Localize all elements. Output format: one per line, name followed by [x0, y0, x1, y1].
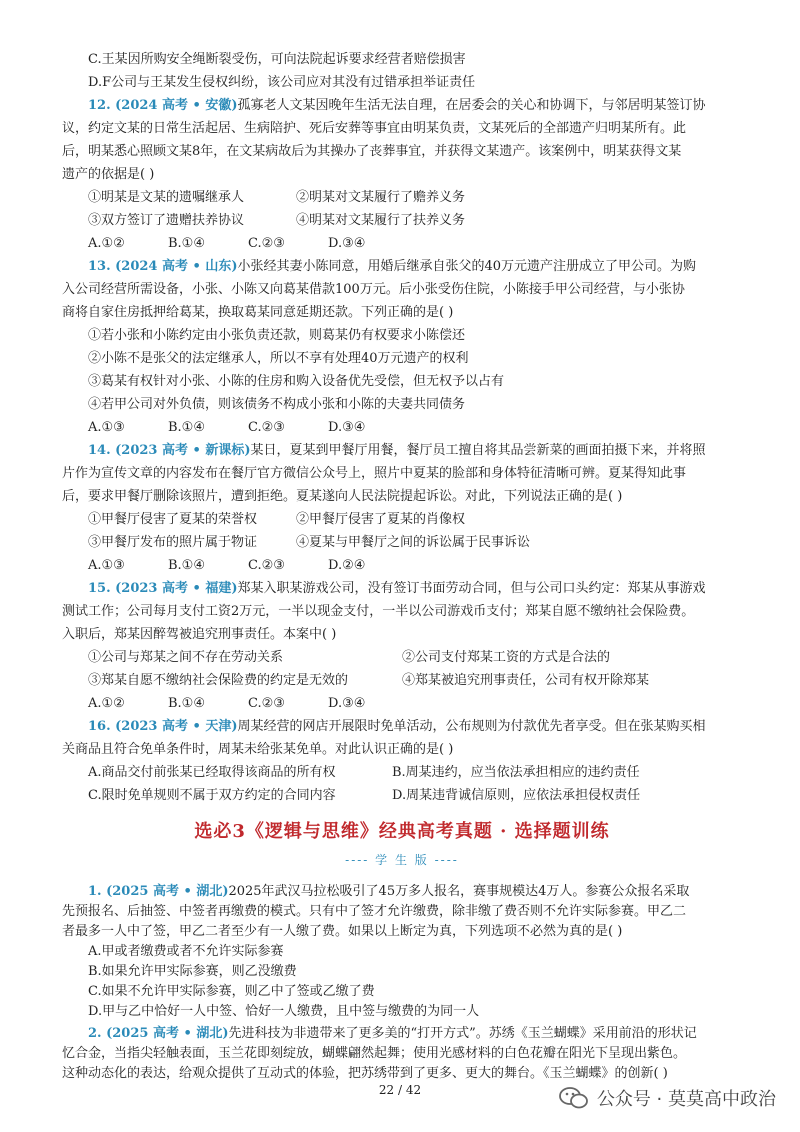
q13-stem-line-3: 商将自家住房抵押给葛某，换取葛某同意延期还款。下列正确的是( )	[62, 305, 454, 320]
q13-choices: A.①③ B.①④ C.②③ D.③④	[88, 420, 366, 435]
q13-stem-line-1: 13. (2024 高考 • 山东)小张经其妻小陈同意，用婚后继承自张父的40万元遗产注册成立了甲公司。为购	[88, 259, 697, 274]
q14-stem-line-2: 片作为宣传文章的内容发布在餐厅官方微信公众号上，照片中夏某的脸部和身体特征清晰可辨。夏某得知此事	[62, 466, 687, 481]
s1-source-tag: 1. (2025 高考 • 湖北)	[88, 884, 229, 899]
q11-option-d: D.F公司与王某发生侵权纠纷，该公司应对其没有过错承担举证责任	[88, 75, 476, 90]
q12-source-tag: 12. (2024 高考 • 安徽)	[88, 98, 238, 113]
page-number: 22 / 42	[378, 1083, 422, 1097]
section-subtitle: ---- 学 生 版 ----	[345, 853, 459, 867]
q14-choices: A.①③ B.①④ C.②③ D.②④	[88, 558, 366, 573]
q15-source-tag: 15. (2023 高考 • 福建)	[88, 581, 238, 596]
watermark	[559, 1085, 776, 1111]
s2-source-tag: 2. (2025 高考 • 湖北)	[88, 1026, 229, 1041]
q14-items-row-1: ①甲餐厅侵害了夏某的荣誉权 ②甲餐厅侵害了夏某的肖像权	[88, 512, 466, 527]
s2-stem-line-1: 2. (2025 高考 • 湖北)先进科技为非遗带来了更多美的“打开方式”。苏绣《玉兰蝴蝶》采用前沿的形状记	[88, 1026, 697, 1041]
wechat-icon	[559, 1086, 589, 1110]
q16-source-tag: 16. (2023 高考 • 天津)	[88, 719, 238, 734]
q16-options-row-1: A.商品交付前张某已经取得该商品的所有权 B.周某违约，应当依法承担相应的违约责任	[88, 765, 640, 780]
q13-stem-line-2: 入公司经营所需设备，小张、小陈又向葛某借款100万元。后小张受伤住院，小陈接手甲公司经营，与小张协	[62, 282, 685, 297]
section-title: 选必3《逻辑与思维》经典高考真题 · 选择题训练	[194, 821, 610, 842]
s1-option-b: B.如果允许甲实际参赛，则乙没缴费	[88, 964, 297, 979]
s1-stem-line-2: 先预报名、后抽签、中签者再缴费的模式。只有中了签才允许缴费，除非缴了费否则不允许实际参赛。甲乙二	[62, 904, 687, 919]
q13-source-tag: 13. (2024 高考 • 山东)	[88, 259, 238, 274]
q15-stem-line-2: 测试工作；公司每月支付工资2万元，一半以现金支付，一半以公司游戏币支付；郑某自愿不缴纳社会保险费。	[62, 604, 695, 619]
s2-stem-line-3: 这种动态化的表达，给观众提供了互动式的体验，把苏绣带到了更多、更大的舞台。《玉兰蝴蝶》的创新( )	[62, 1066, 668, 1081]
s1-option-a: A.甲或者缴费或者不允许实际参赛	[88, 944, 284, 959]
q15-stem-line-3: 入职后，郑某因醉驾被追究刑事责任。本案中( )	[62, 627, 337, 642]
q16-stem-line-2: 关商品且符合免单条件时，周某未给张某免单。对此认识正确的是( )	[62, 742, 454, 757]
q12-items-row-2: ③双方签订了遗赠扶养协议 ④明某对文某履行了扶养义务	[88, 213, 466, 228]
q13-item-1: ①若小张和小陈约定由小张负责还款，则葛某仍有权要求小陈偿还	[88, 328, 466, 343]
s1-stem-line-1: 1. (2025 高考 • 湖北)2025年武汉马拉松吸引了45万多人报名，赛事规模达4万人。参赛公众报名采取	[88, 884, 690, 899]
q16-options-row-2: C.限时免单规则不属于双方约定的合同内容 D.周某违背诚信原则，应依法承担侵权责任	[88, 788, 641, 803]
q16-stem-line-1: 16. (2023 高考 • 天津)周某经营的网店开展限时免单活动，公布规则为付款优先者享受。但在张某购买相	[88, 719, 706, 734]
q15-items-row-2: ③郑某自愿不缴纳社会保险费的约定是无效的 ④郑某被追究刑事责任，公司有权开除郑某	[88, 673, 650, 688]
q12-stem-line-1: 12. (2024 高考 • 安徽)孤寡老人文某因晚年生活无法自理，在居委会的关心和协调下，与邻居明某签订协	[88, 98, 706, 113]
q13-item-4: ④若甲公司对外负债，则该债务不构成小张和小陈的夫妻共同债务	[88, 397, 466, 412]
q14-items-row-2: ③甲餐厅发布的照片属于物证 ④夏某与甲餐厅之间的诉讼属于民事诉讼	[88, 535, 531, 550]
q14-source-tag: 14. (2023 高考 • 新课标)	[88, 443, 251, 458]
s2-stem-line-2: 忆合金，当指尖轻触表面，玉兰花即刻绽放，蝴蝶翩然起舞；使用光感材料的白色花瓣在阳光下呈现出紫色。	[62, 1046, 687, 1061]
q14-stem-line-3: 后，要求甲餐厅删除该照片，遭到拒绝。夏某遂向人民法院提起诉讼。对此，下列说法正确的是( )	[62, 489, 623, 504]
q11-option-c: C.王某因所购安全绳断裂受伤，可向法院起诉要求经营者赔偿损害	[88, 52, 466, 67]
q15-choices: A.①② B.①④ C.②③ D.③④	[88, 696, 366, 711]
q13-item-2: ②小陈不是张父的法定继承人，所以不享有处理40万元遗产的权利	[88, 351, 469, 366]
q13-item-3: ③葛某有权针对小张、小陈的住房和购入设备优先受偿，但无权予以占有	[88, 374, 505, 389]
s1-stem-line-3: 者最多一人中了签，甲乙二者至少有一人缴了费。如果以上断定为真，下列选项不必然为真的是( )	[62, 924, 623, 939]
q15-items-row-1: ①公司与郑某之间不存在劳动关系 ②公司支付郑某工资的方式是合法的	[88, 650, 611, 665]
section-header	[62, 818, 742, 870]
s1-option-c: C.如果不允许甲实际参赛，则乙中了签或乙缴了费	[88, 984, 375, 999]
q12-stem-line-4: 遗产的依据是( )	[62, 167, 155, 182]
q12-stem-line-3: 后，明某悉心照顾文某8年，在文某病故后为其操办了丧葬事宜，并获得文某遗产。该案例中，明某获得文某	[62, 144, 682, 159]
q12-items-row-1: ①明某是文某的遗嘱继承人 ②明某对文某履行了赡养义务	[88, 190, 466, 205]
q12-choices: A.①② B.①④ C.②③ D.③④	[88, 236, 366, 251]
watermark-text: 公众号 · 莫莫高中政治	[596, 1089, 776, 1110]
q15-stem-line-1: 15. (2023 高考 • 福建)郑某入职某游戏公司，没有签订书面劳动合同，但与公司口头约定：郑某从事游戏	[88, 581, 706, 596]
s1-option-d: D.甲与乙中恰好一人中签、恰好一人缴费，且中签与缴费的为同一人	[88, 1004, 480, 1019]
q14-stem-line-1: 14. (2023 高考 • 新课标)某日，夏某到甲餐厅用餐，餐厅员工擅自将其品尝新菜的画面拍摄下来，并将照	[88, 443, 706, 458]
q12-stem-line-2: 议，约定文某的日常生活起居、生病陪护、死后安葬等事宜由明某负责，文某死后的全部遗产归明某所有。此	[62, 121, 687, 136]
